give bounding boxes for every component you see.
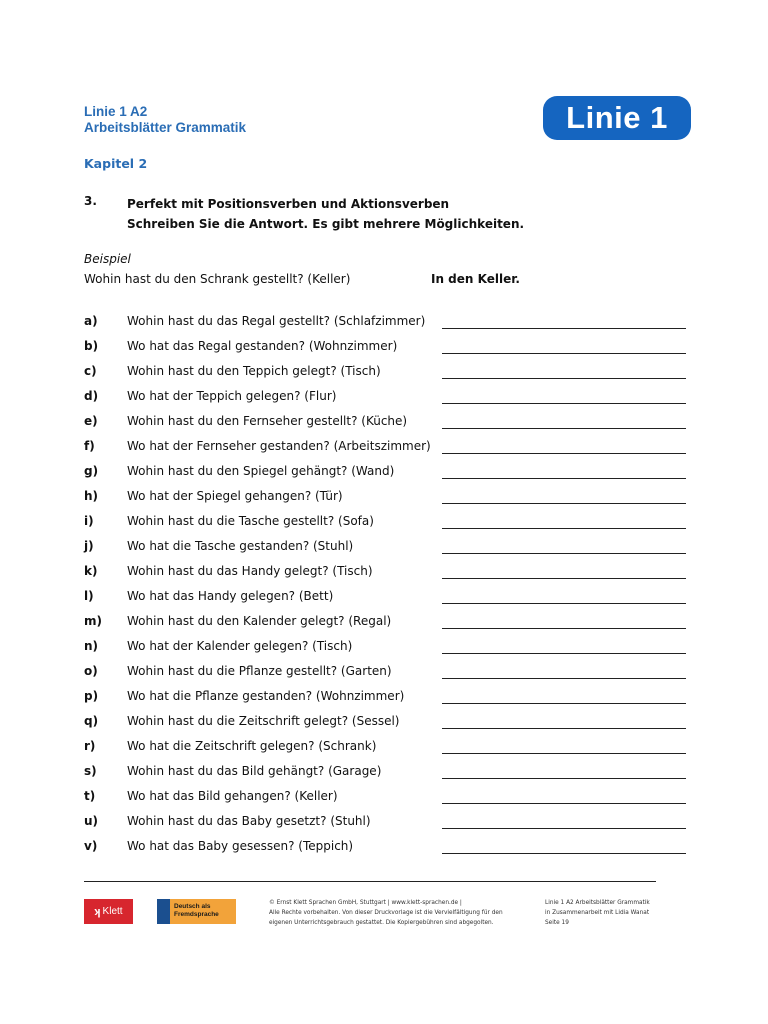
credit-line: Linie 1 A2 Arbeitsblätter Grammatik xyxy=(545,900,650,906)
exercise-item xyxy=(84,614,694,639)
task-instruction: Schreiben Sie die Antwort. Es gibt mehrere Möglichkeiten. xyxy=(127,217,525,231)
exercise-item xyxy=(84,739,694,764)
credit-line: in Zusammenarbeit mit Lidia Wanat xyxy=(545,910,650,916)
exercise-letter: u) xyxy=(84,814,99,828)
answer-line[interactable] xyxy=(442,328,686,329)
answer-line[interactable] xyxy=(442,378,686,379)
exercise-letter: c) xyxy=(84,364,97,378)
exercise-letter: i) xyxy=(84,514,94,528)
exercise-question: Wo hat die Tasche gestanden? (Stuhl) xyxy=(127,539,354,553)
exercise-question: Wo hat das Regal gestanden? (Wohnzimmer) xyxy=(127,339,398,353)
exercise-question: Wohin hast du den Fernseher gestellt? (Küche) xyxy=(127,414,408,428)
exercise-item xyxy=(84,364,694,389)
daf-line-1: Deutsch als xyxy=(174,903,211,910)
header-title xyxy=(84,104,246,136)
exercise-letter: b) xyxy=(84,339,99,353)
answer-line[interactable] xyxy=(442,828,686,829)
daf-logo xyxy=(157,899,236,924)
exercise-item xyxy=(84,464,694,489)
exercise-item xyxy=(84,789,694,814)
exercise-question: Wohin hast du die Tasche gestellt? (Sofa) xyxy=(127,514,374,528)
daf-logo-bar xyxy=(157,899,170,924)
answer-line[interactable] xyxy=(442,503,686,504)
answer-line[interactable] xyxy=(442,778,686,779)
exercise-question: Wohin hast du das Baby gesetzt? (Stuhl) xyxy=(127,814,371,828)
exercise-item xyxy=(84,714,694,739)
answer-line[interactable] xyxy=(442,603,686,604)
answer-line[interactable] xyxy=(442,678,686,679)
exercise-letter: a) xyxy=(84,314,98,328)
example-label: Beispiel xyxy=(84,252,131,266)
exercise-letter: f) xyxy=(84,439,95,453)
copyright-line: Alle Rechte vorbehalten. Von dieser Druckvorlage ist die Vervielfältigung für den xyxy=(269,910,503,916)
exercise-letter: g) xyxy=(84,464,99,478)
example-question: Wohin hast du den Schrank gestellt? (Keller) xyxy=(84,272,351,286)
answer-line[interactable] xyxy=(442,703,686,704)
page-credit xyxy=(545,898,650,928)
exercise-letter: j) xyxy=(84,539,94,553)
linie1-logo: Linie 1 xyxy=(543,96,691,140)
exercise-letter: p) xyxy=(84,689,99,703)
task-heading xyxy=(127,194,524,234)
exercise-question: Wohin hast du den Kalender gelegt? (Regal) xyxy=(127,614,392,628)
exercise-item xyxy=(84,639,694,664)
exercise-letter: h) xyxy=(84,489,99,503)
exercise-item xyxy=(84,664,694,689)
klett-logo xyxy=(84,899,133,924)
answer-line[interactable] xyxy=(442,553,686,554)
exercise-question: Wo hat der Kalender gelegen? (Tisch) xyxy=(127,639,353,653)
example-answer: In den Keller. xyxy=(431,272,520,286)
klett-mark-icon: ʞ xyxy=(94,905,101,918)
exercise-item xyxy=(84,514,694,539)
answer-line[interactable] xyxy=(442,428,686,429)
daf-logo-text xyxy=(170,899,219,924)
answer-line[interactable] xyxy=(442,353,686,354)
answer-line[interactable] xyxy=(442,478,686,479)
exercise-question: Wohin hast du den Spiegel gehängt? (Wand) xyxy=(127,464,395,478)
exercise-question: Wohin hast du den Teppich gelegt? (Tisch) xyxy=(127,364,381,378)
copyright-notice xyxy=(269,898,531,928)
task-number: 3. xyxy=(84,194,97,208)
klett-label: Klett xyxy=(102,906,123,917)
answer-line[interactable] xyxy=(442,453,686,454)
answer-line[interactable] xyxy=(442,628,686,629)
exercise-letter: v) xyxy=(84,839,98,853)
answer-line[interactable] xyxy=(442,753,686,754)
page-number: Seite 19 xyxy=(545,920,569,926)
exercise-letter: q) xyxy=(84,714,99,728)
exercise-item xyxy=(84,689,694,714)
copyright-line: eigenen Unterrichtsgebrauch gestattet. Die Kopiergebühren sind abgegolten. xyxy=(269,920,494,926)
exercise-question: Wo hat das Bild gehangen? (Keller) xyxy=(127,789,338,803)
exercise-list xyxy=(84,314,694,864)
exercise-question: Wo hat das Handy gelegen? (Bett) xyxy=(127,589,334,603)
exercise-letter: e) xyxy=(84,414,98,428)
chapter-heading: Kapitel 2 xyxy=(84,156,148,171)
exercise-question: Wohin hast du die Pflanze gestellt? (Garten) xyxy=(127,664,392,678)
header-course: Linie 1 A2 xyxy=(84,104,148,119)
answer-line[interactable] xyxy=(442,653,686,654)
exercise-letter: k) xyxy=(84,564,98,578)
answer-line[interactable] xyxy=(442,803,686,804)
exercise-letter: o) xyxy=(84,664,98,678)
exercise-item xyxy=(84,414,694,439)
task-title: Perfekt mit Positionsverben und Aktionsverben xyxy=(127,197,450,211)
exercise-question: Wohin hast du das Handy gelegt? (Tisch) xyxy=(127,564,373,578)
answer-line[interactable] xyxy=(442,528,686,529)
exercise-question: Wo hat der Teppich gelegen? (Flur) xyxy=(127,389,337,403)
exercise-item xyxy=(84,564,694,589)
answer-line[interactable] xyxy=(442,403,686,404)
exercise-question: Wo hat die Zeitschrift gelegen? (Schrank) xyxy=(127,739,377,753)
exercise-item xyxy=(84,489,694,514)
answer-line[interactable] xyxy=(442,728,686,729)
exercise-question: Wo hat das Baby gesessen? (Teppich) xyxy=(127,839,354,853)
exercise-item xyxy=(84,539,694,564)
exercise-letter: t) xyxy=(84,789,96,803)
exercise-question: Wohin hast du das Regal gestellt? (Schlafzimmer) xyxy=(127,314,426,328)
exercise-item xyxy=(84,389,694,414)
exercise-item xyxy=(84,764,694,789)
answer-line[interactable] xyxy=(442,578,686,579)
header-subtitle: Arbeitsblätter Grammatik xyxy=(84,120,247,135)
exercise-letter: s) xyxy=(84,764,97,778)
exercise-item xyxy=(84,314,694,339)
exercise-letter: r) xyxy=(84,739,96,753)
exercise-item xyxy=(84,339,694,364)
exercise-letter: l) xyxy=(84,589,94,603)
copyright-line: © Ernst Klett Sprachen GmbH, Stuttgart | www.klett-sprachen.de | xyxy=(269,900,462,906)
exercise-question: Wohin hast du das Bild gehängt? (Garage) xyxy=(127,764,382,778)
answer-line[interactable] xyxy=(442,853,686,854)
footer-divider xyxy=(84,881,656,882)
exercise-item xyxy=(84,589,694,614)
exercise-letter: d) xyxy=(84,389,99,403)
exercise-item xyxy=(84,839,694,864)
daf-line-2: Fremdsprache xyxy=(174,911,219,918)
exercise-question: Wo hat der Spiegel gehangen? (Tür) xyxy=(127,489,343,503)
exercise-letter: n) xyxy=(84,639,99,653)
exercise-item xyxy=(84,439,694,464)
exercise-question: Wo hat der Fernseher gestanden? (Arbeitszimmer) xyxy=(127,439,431,453)
exercise-item xyxy=(84,814,694,839)
exercise-question: Wo hat die Pflanze gestanden? (Wohnzimmer) xyxy=(127,689,405,703)
exercise-question: Wohin hast du die Zeitschrift gelegt? (Sessel) xyxy=(127,714,400,728)
exercise-letter: m) xyxy=(84,614,102,628)
